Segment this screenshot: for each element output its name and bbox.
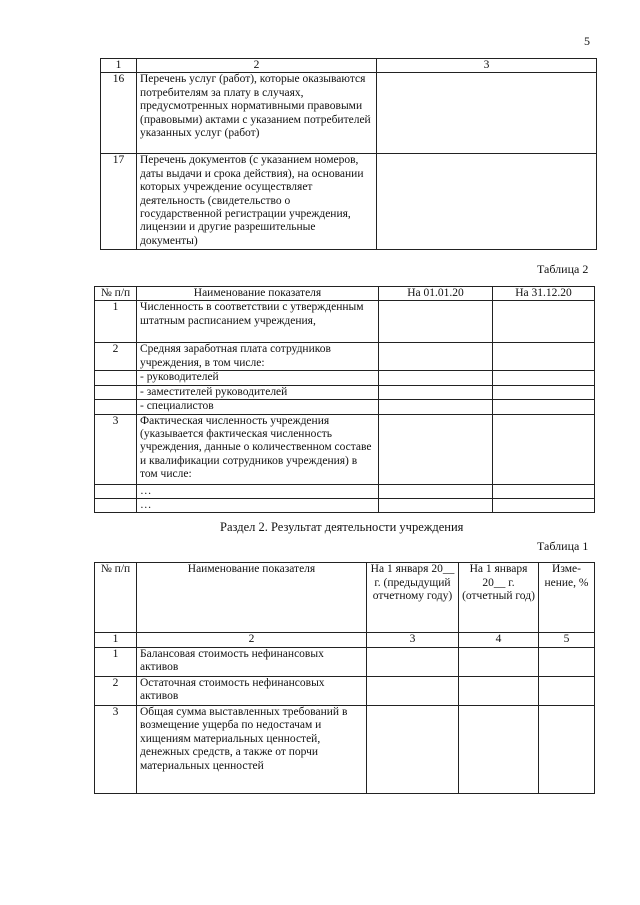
table-row xyxy=(95,343,595,371)
header-date-end: На 31.12.20 xyxy=(493,287,595,301)
value-cell xyxy=(539,705,595,793)
value-cell xyxy=(379,400,493,414)
column-number-1: 1 xyxy=(101,59,137,73)
value-cell xyxy=(379,301,493,343)
header-reporting-year: На 1 января 20__ г. (отчетный год) xyxy=(459,563,539,633)
row-number: 17 xyxy=(101,154,137,250)
table-1-caption: Таблица 1 xyxy=(537,539,589,553)
header-previous-year: На 1 января 20__ г. (предыдущий отчетному году) xyxy=(367,563,459,633)
row-text: - заместителей руководителей xyxy=(137,385,379,399)
value-cell xyxy=(493,499,595,513)
row-text: … xyxy=(137,484,379,498)
column-number: 1 xyxy=(95,633,137,648)
value-cell xyxy=(493,484,595,498)
table-row xyxy=(101,154,597,250)
row-number: 1 xyxy=(95,301,137,343)
row-number: 2 xyxy=(95,343,137,371)
value-cell xyxy=(459,676,539,705)
row-text: Фактическая численность учреждения (указывается фактическая численность учреждения, данные о количественном составе и квалификации сотрудников учреждения) в том числе: xyxy=(137,414,379,484)
row-number: 1 xyxy=(95,647,137,676)
value-cell xyxy=(493,371,595,385)
column-number: 2 xyxy=(137,633,367,648)
value-cell xyxy=(379,385,493,399)
column-number-3: 3 xyxy=(377,59,597,73)
table-row xyxy=(95,301,595,343)
value-cell xyxy=(493,414,595,484)
table-header-row xyxy=(101,59,597,73)
table-row xyxy=(95,484,595,498)
value-cell xyxy=(539,676,595,705)
value-cell xyxy=(379,499,493,513)
row-number: 2 xyxy=(95,676,137,705)
table-2-caption: Таблица 2 xyxy=(537,262,589,276)
value-cell xyxy=(459,647,539,676)
column-number: 4 xyxy=(459,633,539,648)
column-number-2: 2 xyxy=(137,59,377,73)
header-indicator: Наименование показателя xyxy=(137,287,379,301)
table-row xyxy=(95,705,595,793)
row-text: Численность в соответствии с утвержденным штатным расписанием учреждения, xyxy=(137,301,379,343)
row-text: Средняя заработная плата сотрудников учреждения, в том числе: xyxy=(137,343,379,371)
column-number: 5 xyxy=(539,633,595,648)
value-cell xyxy=(459,705,539,793)
header-number: № п/п xyxy=(95,563,137,633)
header-number: № п/п xyxy=(95,287,137,301)
table-row xyxy=(101,73,597,154)
section-title: Раздел 2. Результат деятельности учреждения xyxy=(220,520,464,534)
table-row xyxy=(95,647,595,676)
page-number: 5 xyxy=(584,34,590,48)
row-text: … xyxy=(137,499,379,513)
table-header-row xyxy=(95,287,595,301)
row-text: - руководителей xyxy=(137,371,379,385)
table-row xyxy=(95,414,595,484)
row-number xyxy=(95,499,137,513)
value-cell xyxy=(539,647,595,676)
value-cell xyxy=(379,371,493,385)
row-text: Общая сумма выставленных требований в возмещение ущерба по недостачам и хищениям материальных ценностей, денежных средств, а также от порчи материальных ценностей xyxy=(137,705,367,793)
value-cell xyxy=(493,385,595,399)
row-text: Перечень услуг (работ), которые оказываются потребителям за плату в случаях, предусмотренных нормативными правовыми (правовыми) актами с указанием потребителей указанных услуг (работ) xyxy=(137,73,377,154)
value-cell xyxy=(377,154,597,250)
row-number xyxy=(95,400,137,414)
table-row xyxy=(95,385,595,399)
value-cell xyxy=(493,301,595,343)
column-number: 3 xyxy=(367,633,459,648)
row-number xyxy=(95,385,137,399)
header-indicator: Наименование показателя xyxy=(137,563,367,633)
header-date-start: На 01.01.20 xyxy=(379,287,493,301)
continuation-table xyxy=(100,58,597,250)
header-change: Изме-нение, % xyxy=(539,563,595,633)
table-row xyxy=(95,400,595,414)
value-cell xyxy=(493,343,595,371)
row-number: 16 xyxy=(101,73,137,154)
table-row xyxy=(95,371,595,385)
value-cell xyxy=(379,343,493,371)
value-cell xyxy=(379,484,493,498)
table-header-row xyxy=(95,563,595,633)
value-cell xyxy=(493,400,595,414)
value-cell xyxy=(367,705,459,793)
row-text: Остаточная стоимость нефинансовых активов xyxy=(137,676,367,705)
column-numbers-row xyxy=(95,633,595,648)
results-table xyxy=(94,562,595,794)
value-cell xyxy=(367,647,459,676)
value-cell xyxy=(377,73,597,154)
row-text: - специалистов xyxy=(137,400,379,414)
row-number: 3 xyxy=(95,414,137,484)
staff-table xyxy=(94,286,595,513)
row-number xyxy=(95,371,137,385)
value-cell xyxy=(379,414,493,484)
table-row xyxy=(95,676,595,705)
row-text: Перечень документов (с указанием номеров, даты выдачи и срока действия), на основании которых учреждение осуществляет деятельность (свидетельство о государственной регистрации учреждения, лицензии и другие разрешительные документы) xyxy=(137,154,377,250)
row-text: Балансовая стоимость нефинансовых активов xyxy=(137,647,367,676)
row-number: 3 xyxy=(95,705,137,793)
table-row xyxy=(95,499,595,513)
value-cell xyxy=(367,676,459,705)
row-number xyxy=(95,484,137,498)
